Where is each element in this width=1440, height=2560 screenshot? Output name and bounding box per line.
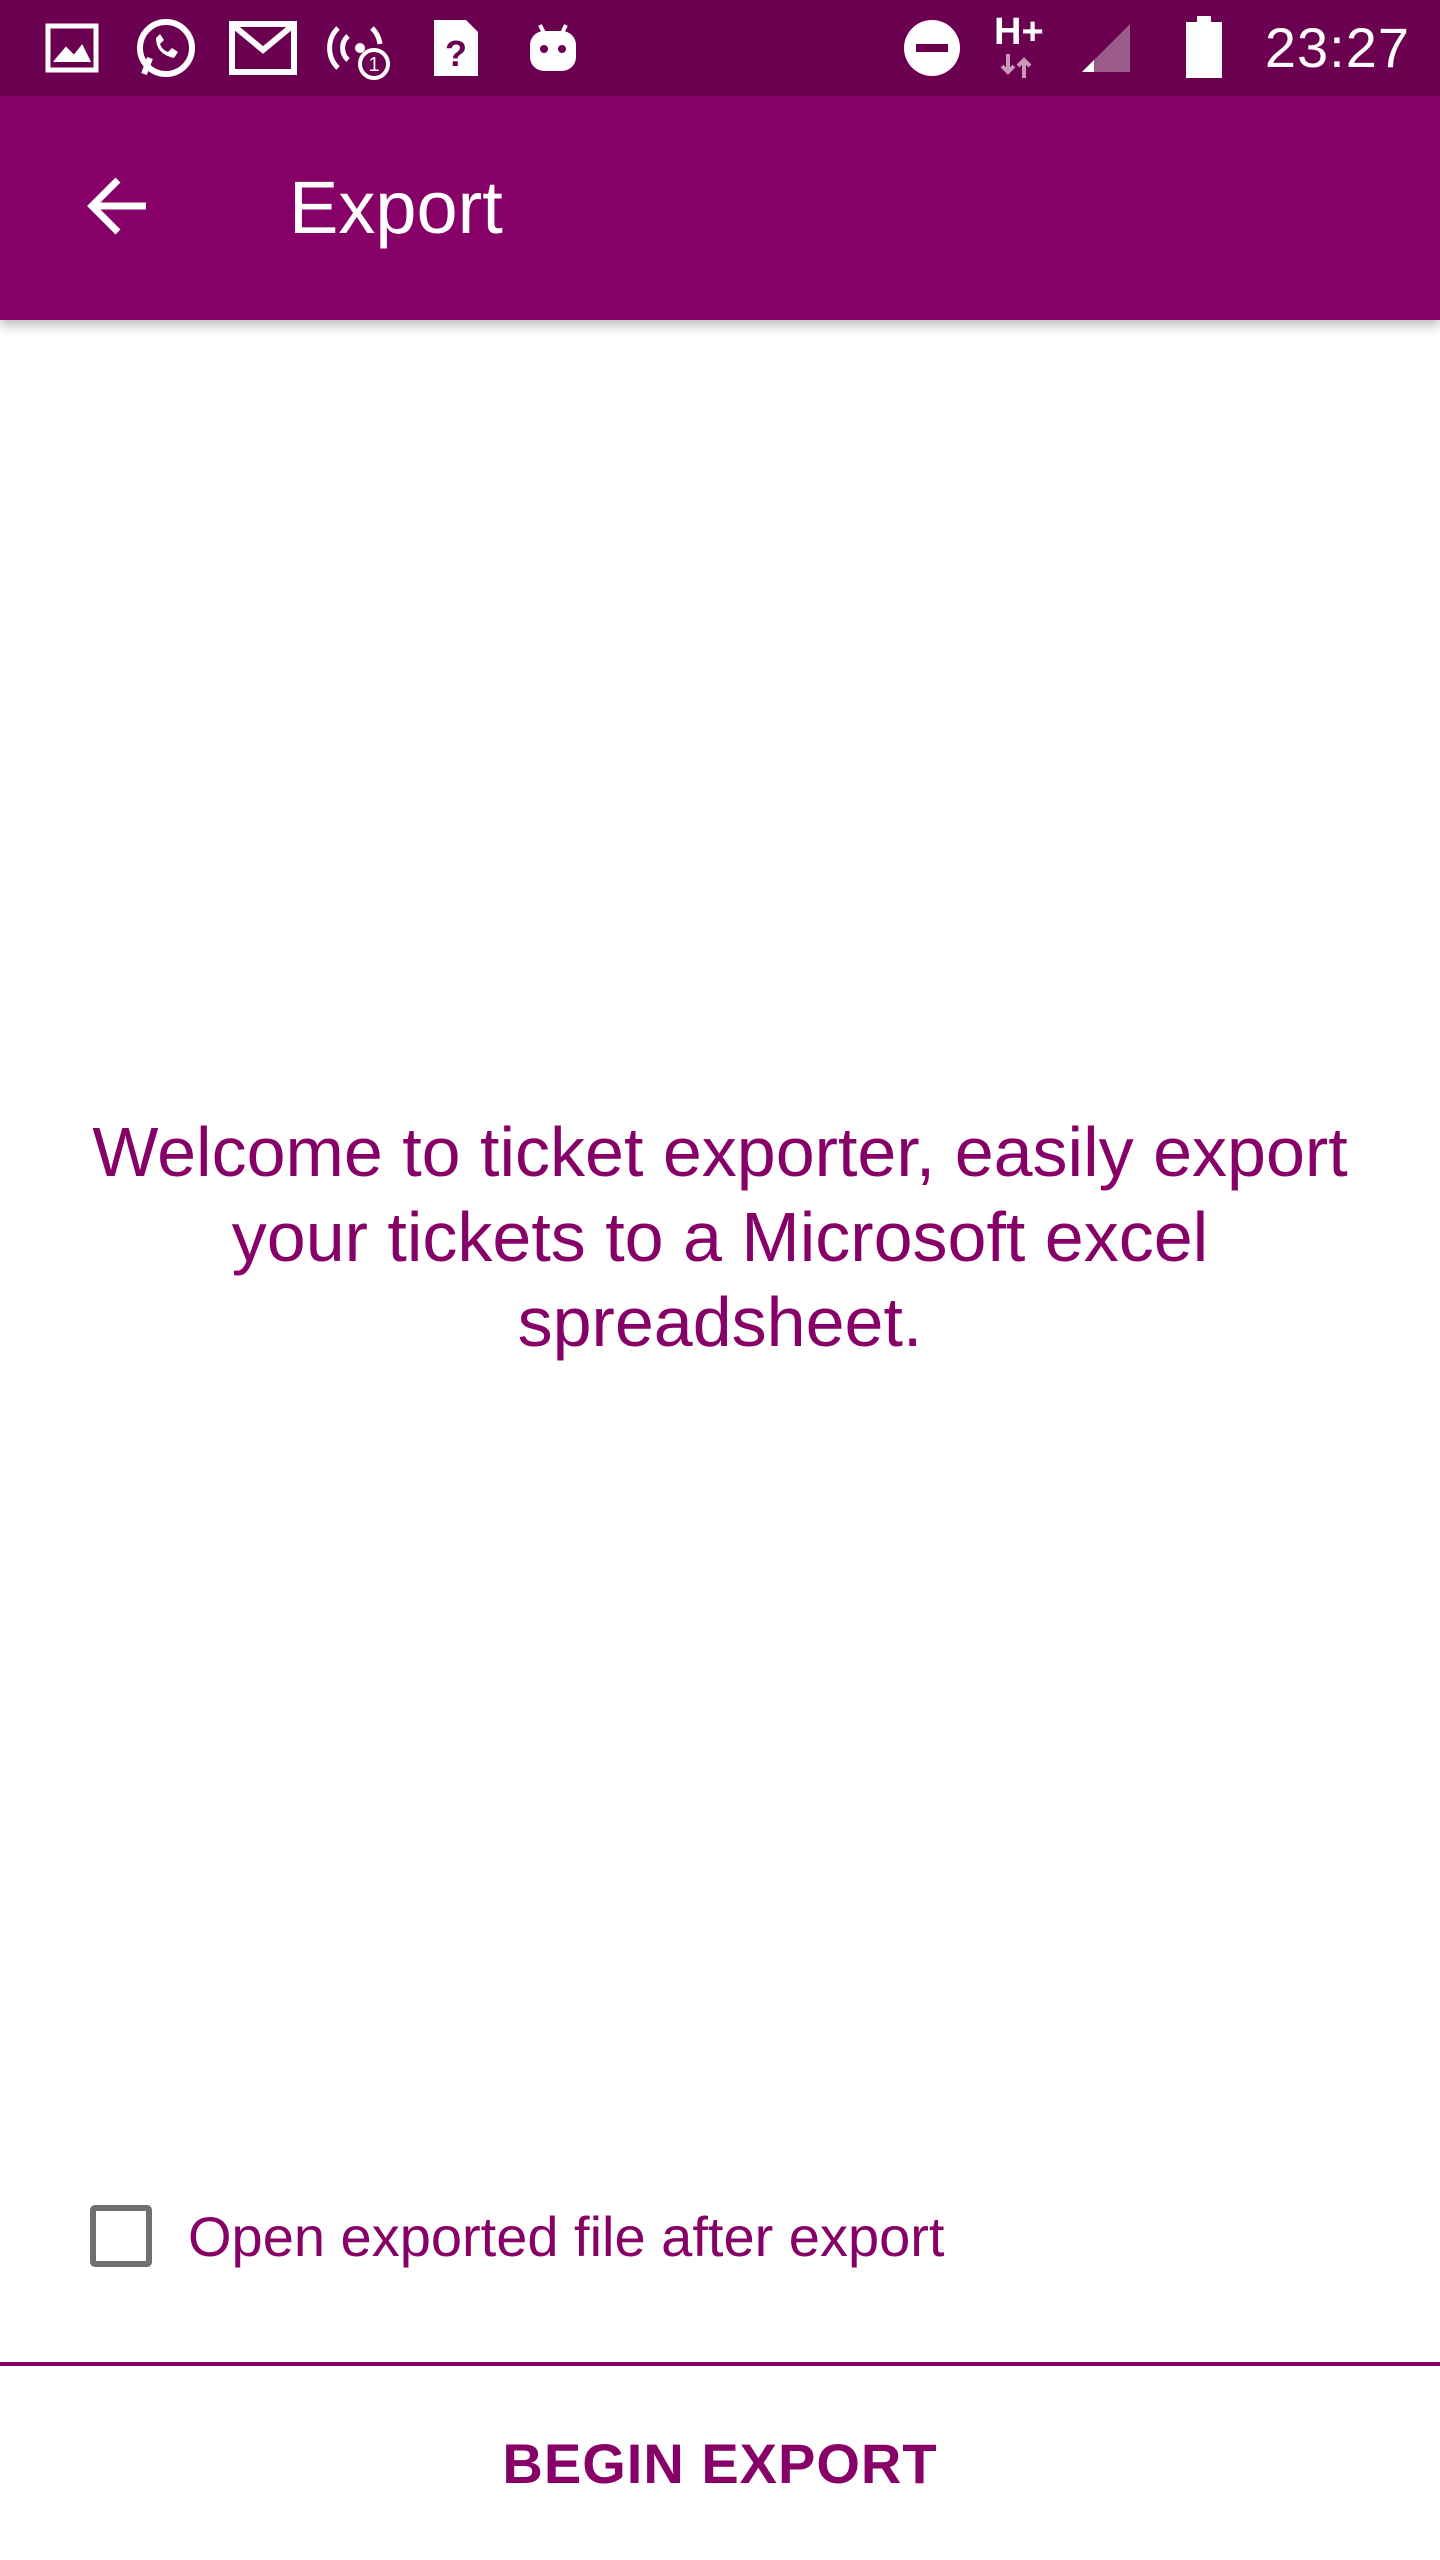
open-after-export-option[interactable] bbox=[90, 2196, 944, 2276]
hotspot-icon bbox=[324, 14, 396, 82]
svg-text:?: ? bbox=[445, 33, 467, 74]
open-after-export-label: Open exported file after export bbox=[188, 2204, 945, 2268]
sim-card-icon bbox=[430, 14, 482, 82]
status-bar bbox=[0, 0, 1440, 96]
network-type-icon bbox=[994, 14, 1064, 82]
android-icon bbox=[526, 14, 580, 82]
whatsapp-icon bbox=[132, 14, 200, 82]
signal-icon bbox=[1080, 14, 1132, 82]
gmail-icon bbox=[228, 14, 298, 82]
svg-text:1: 1 bbox=[368, 54, 380, 76]
welcome-message: Welcome to ticket exporter, easily export your tickets to a Microsoft excel spreadsheet. bbox=[92, 1113, 1348, 1361]
begin-export-button[interactable]: BEGIN EXPORT bbox=[0, 2366, 1440, 2560]
page-title: Export bbox=[289, 166, 503, 249]
do-not-disturb-icon bbox=[902, 14, 962, 82]
battery-icon bbox=[1184, 14, 1224, 82]
status-time: 23:27 bbox=[1264, 16, 1410, 79]
svg-text:H+: H+ bbox=[994, 14, 1044, 53]
app-bar bbox=[0, 96, 1440, 320]
arrow-back-icon bbox=[84, 172, 152, 245]
image-icon bbox=[44, 14, 100, 82]
open-after-export-checkbox[interactable] bbox=[90, 2205, 152, 2267]
back-button[interactable] bbox=[62, 152, 174, 264]
